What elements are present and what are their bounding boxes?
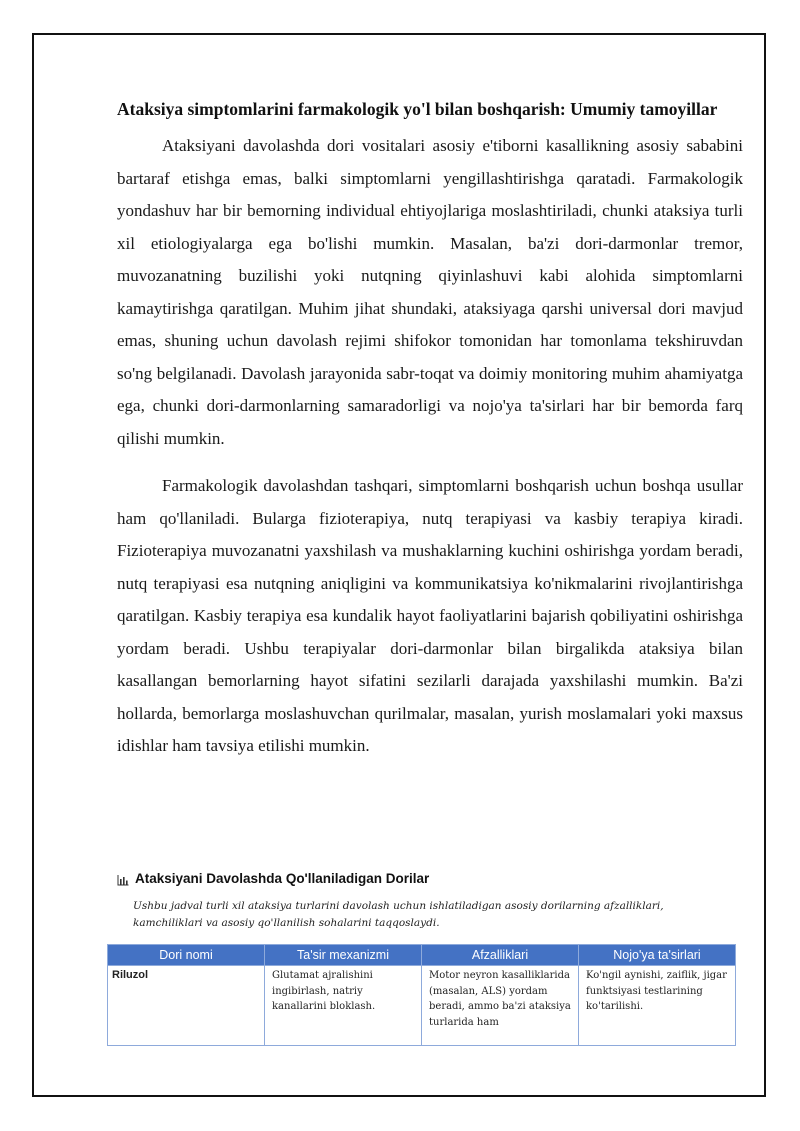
cell-mechanism: Glutamat ajralishini ingibirlash, natriy kanallarini bloklash. [265, 966, 422, 1046]
bar-chart-icon [117, 873, 129, 885]
table-title: Ataksiyani Davolashda Qo'llaniladigan Dorilar [135, 871, 430, 886]
paragraph-2: Farmakologik davolashdan tashqari, simptomlarni boshqarish uchun boshqa usullar ham qo'llaniladi. Bularga fizioterapiya, nutq terapiyasi va kasbiy terapiya kiradi. Fizioterapiya muvozanatni yaxshilash va mushaklarning kuchini oshirishga yordam beradi, nutq terapiyasi esa nutqning aniqligini va kommunikatsiya ko'nikmalarini rivojlantirishga qaratilgan. Kasbiy terapiya esa kundalik hayot faoliyatlarini bajarish qobiliyatini oshirishga yordam beradi. Ushbu terapiyalar dori-darmonlar bilan birgalikda ataksiya bilan kasallangan bemorlarning hayot sifatini sezilarli darajada yaxshilashi mumkin. Ba'zi hollarda, bemorlarga moslashuvchan qurilmalar, masalan, yurish moslamalari yoki maxsus idishlar ham tavsiya etilishi mumkin. [117, 476, 743, 755]
document-body [117, 97, 743, 778]
column-header-benefits: Afzalliklari [422, 945, 579, 966]
section-heading: Ataksiya simptomlarini farmakologik yo'l bilan boshqarish: Umumiy tamoyillar [117, 99, 718, 119]
column-header-side-effects: Nojo'ya ta'sirlari [579, 945, 736, 966]
table-row [108, 966, 736, 1046]
column-header-mechanism: Ta'sir mexanizmi [265, 945, 422, 966]
column-header-drug-name: Dori nomi [108, 945, 265, 966]
cell-benefits: Motor neyron kasalliklarida (masalan, ALS) yordam beradi, ammo ba'zi ataksiya turlarida ham [422, 966, 579, 1046]
cell-drug-name: Riluzol [108, 966, 265, 1046]
paragraph-1: Ataksiyani davolashda dori vositalari asosiy e'tiborni kasallikning asosiy sababini bartaraf etishga emas, balki simptomlarni yengillashtirishga qaratadi. Farmakologik yondashuv har bir bemorning individual ehtiyojlariga moslashtiriladi, chunki ataksiya turli xil etiologiyalarga ega bo'lishi mumkin. Masalan, ba'zi dori-darmonlar tremor, muvozanatning buzilishi yoki nutqning qiyinlashuvi kabi alohida simptomlarni kamaytirishga qaratilgan. Muhim jihat shundaki, ataksiyaga qarshi universal dori mavjud emas, shuning uchun davolash rejimi shifokor tomonidan har tomonlama tekshiruvdan so'ng belgilanadi. Davolash jarayonida sabr-toqat va doimiy monitoring muhim ahamiyatga ega, chunki dori-darmonlarning samaradorligi va nojo'ya ta'sirlari har bir bemorda farq qilishi mumkin. [117, 136, 743, 448]
table-header-row [108, 945, 736, 966]
cell-side-effects: Ko'ngil aynishi, zaiflik, jigar funktsiyasi testlarining ko'tarilishi. [579, 966, 736, 1046]
table-subtitle: Ushbu jadval turli xil ataksiya turlarini davolash uchun ishlatiladigan asosiy dorilarning afzalliklari, kamchiliklari va asosiy qo'llanilish sohalarini taqqoslaydi. [133, 900, 664, 929]
drugs-table [107, 944, 736, 1046]
table-caption [117, 871, 743, 886]
